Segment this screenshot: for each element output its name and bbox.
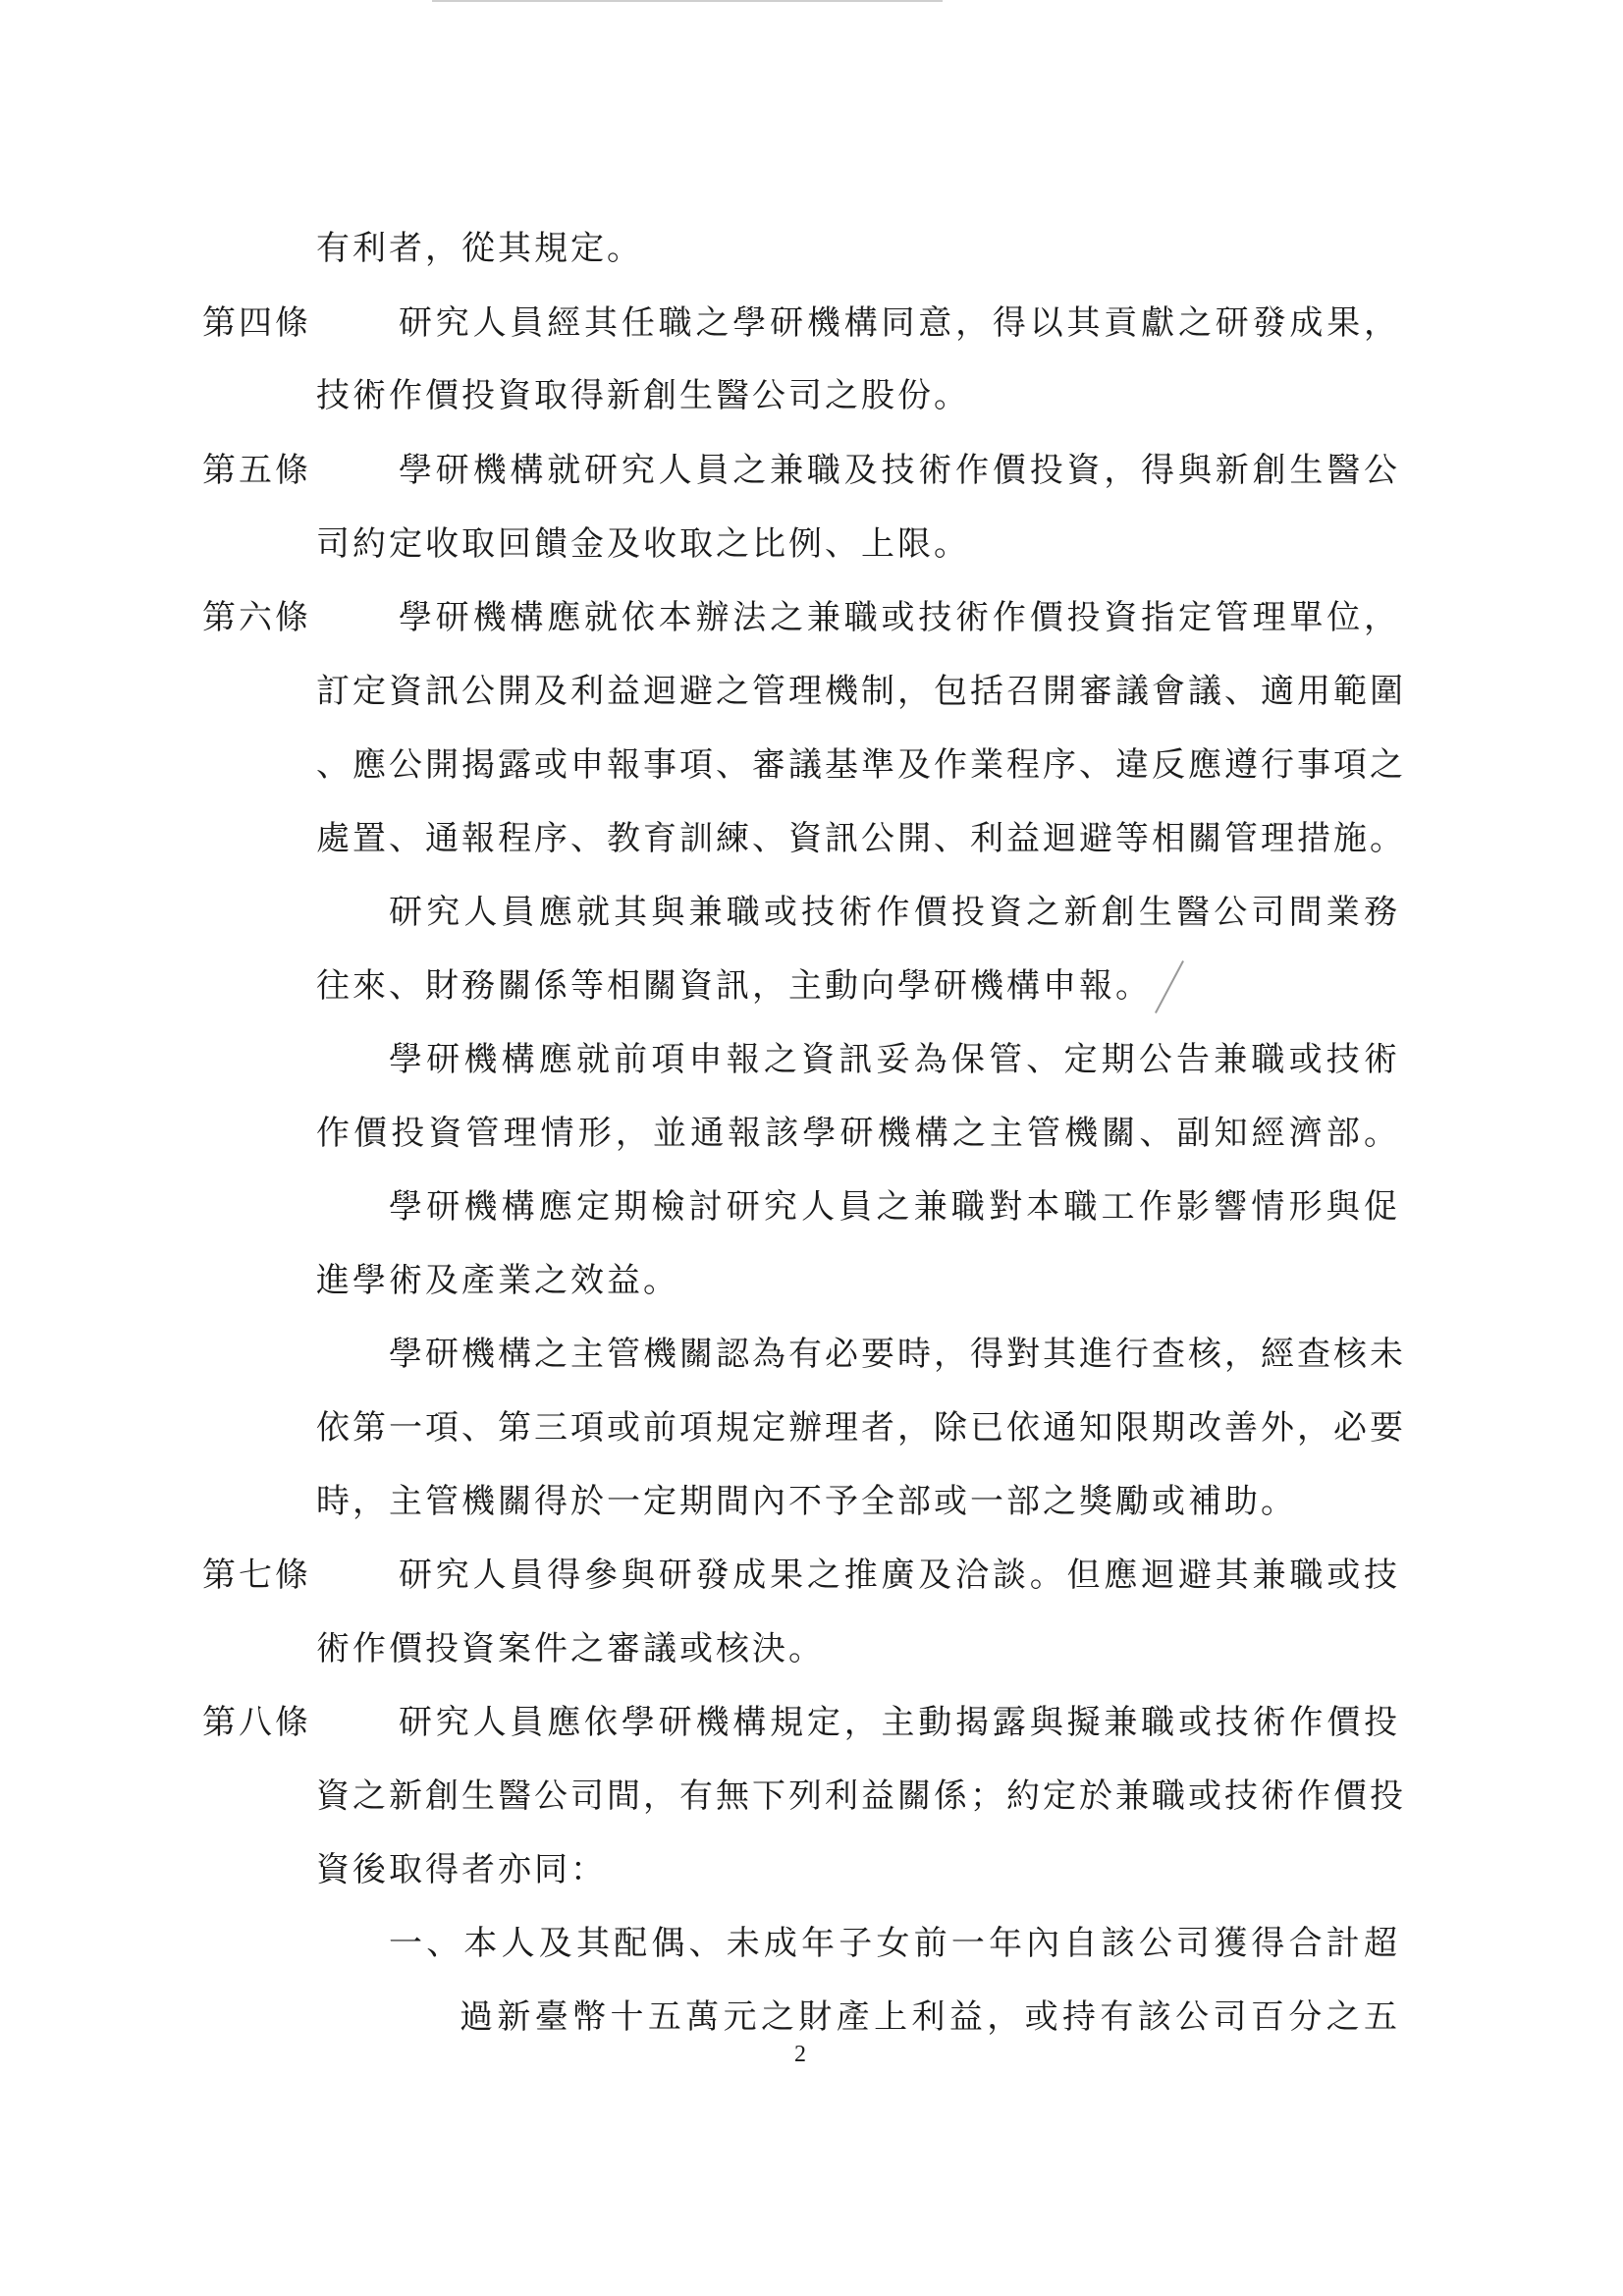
text-line: 時，主管機關得於一定期間內不予全部或一部之獎勵或補助。	[316, 1482, 1297, 1521]
text-line: 處置、通報程序、教育訓練、資訊公開、利益迴避等相關管理措施。	[316, 819, 1406, 858]
text-line: 術作價投資案件之審議或核決。	[316, 1629, 825, 1668]
text-line: 學研機構之主管機關認為有必要時，得對其進行查核，經查核未	[389, 1335, 1406, 1374]
text-line: 學研機構應定期檢討研究人員之兼職對本職工作影響情形與促	[389, 1187, 1400, 1227]
text-line: 學研機構應就前項申報之資訊妥為保管、定期公告兼職或技術	[389, 1040, 1400, 1079]
article-number: 第七條	[202, 1556, 311, 1595]
text-line: 往來、財務關係等相關資訊，主動向學研機構申報。	[316, 966, 1152, 1006]
list-item-text: 一、本人及其配偶、未成年子女前一年內自該公司獲得合計超	[389, 1924, 1400, 1963]
text-line: 學研機構應就依本辦法之兼職或技術作價投資指定管理單位，	[399, 598, 1400, 637]
text-line: 資之新創生醫公司間，有無下列利益關係；約定於兼職或技術作價投	[316, 1777, 1406, 1816]
article-number: 第五條	[202, 451, 311, 490]
article-number: 第八條	[202, 1703, 311, 1742]
article-number: 第六條	[202, 598, 311, 637]
page-number: 2	[794, 2042, 806, 2067]
text-line: 技術作價投資取得新創生醫公司之股份。	[316, 376, 970, 415]
text-line: 訂定資訊公開及利益迴避之管理機制，包括召開審議會議、適用範圍	[316, 672, 1406, 711]
scan-artifact-slash	[1155, 960, 1184, 1013]
text-line: 司約定收取回饋金及收取之比例、上限。	[316, 524, 970, 564]
text-line: 研究人員得參與研發成果之推廣及洽談。但應迴避其兼職或技	[399, 1556, 1400, 1595]
text-line: 有利者，從其規定。	[316, 229, 643, 268]
text-line: 作價投資管理情形，並通報該學研機構之主管機關、副知經濟部。	[316, 1114, 1400, 1153]
text-line: 資後取得者亦同：	[316, 1850, 607, 1889]
text-line: 進學術及產業之效益。	[316, 1261, 679, 1300]
text-line: 研究人員應依學研機構規定，主動揭露與擬兼職或技術作價投	[399, 1703, 1400, 1742]
text-line: 研究人員應就其與兼職或技術作價投資之新創生醫公司間業務	[389, 893, 1400, 932]
list-item-text: 過新臺幣十五萬元之財產上利益，或持有該公司百分之五	[460, 1997, 1400, 2037]
scan-artifact-top	[432, 0, 943, 2]
text-line: 依第一項、第三項或前項規定辦理者，除已依通知限期改善外，必要	[316, 1408, 1406, 1448]
text-line: 研究人員經其任職之學研機構同意，得以其貢獻之研發成果，	[399, 303, 1400, 343]
text-line: 學研機構就研究人員之兼職及技術作價投資，得與新創生醫公	[399, 451, 1400, 490]
article-number: 第四條	[202, 303, 311, 343]
text-line: 、應公開揭露或申報事項、審議基準及作業程序、違反應遵行事項之	[316, 745, 1406, 785]
